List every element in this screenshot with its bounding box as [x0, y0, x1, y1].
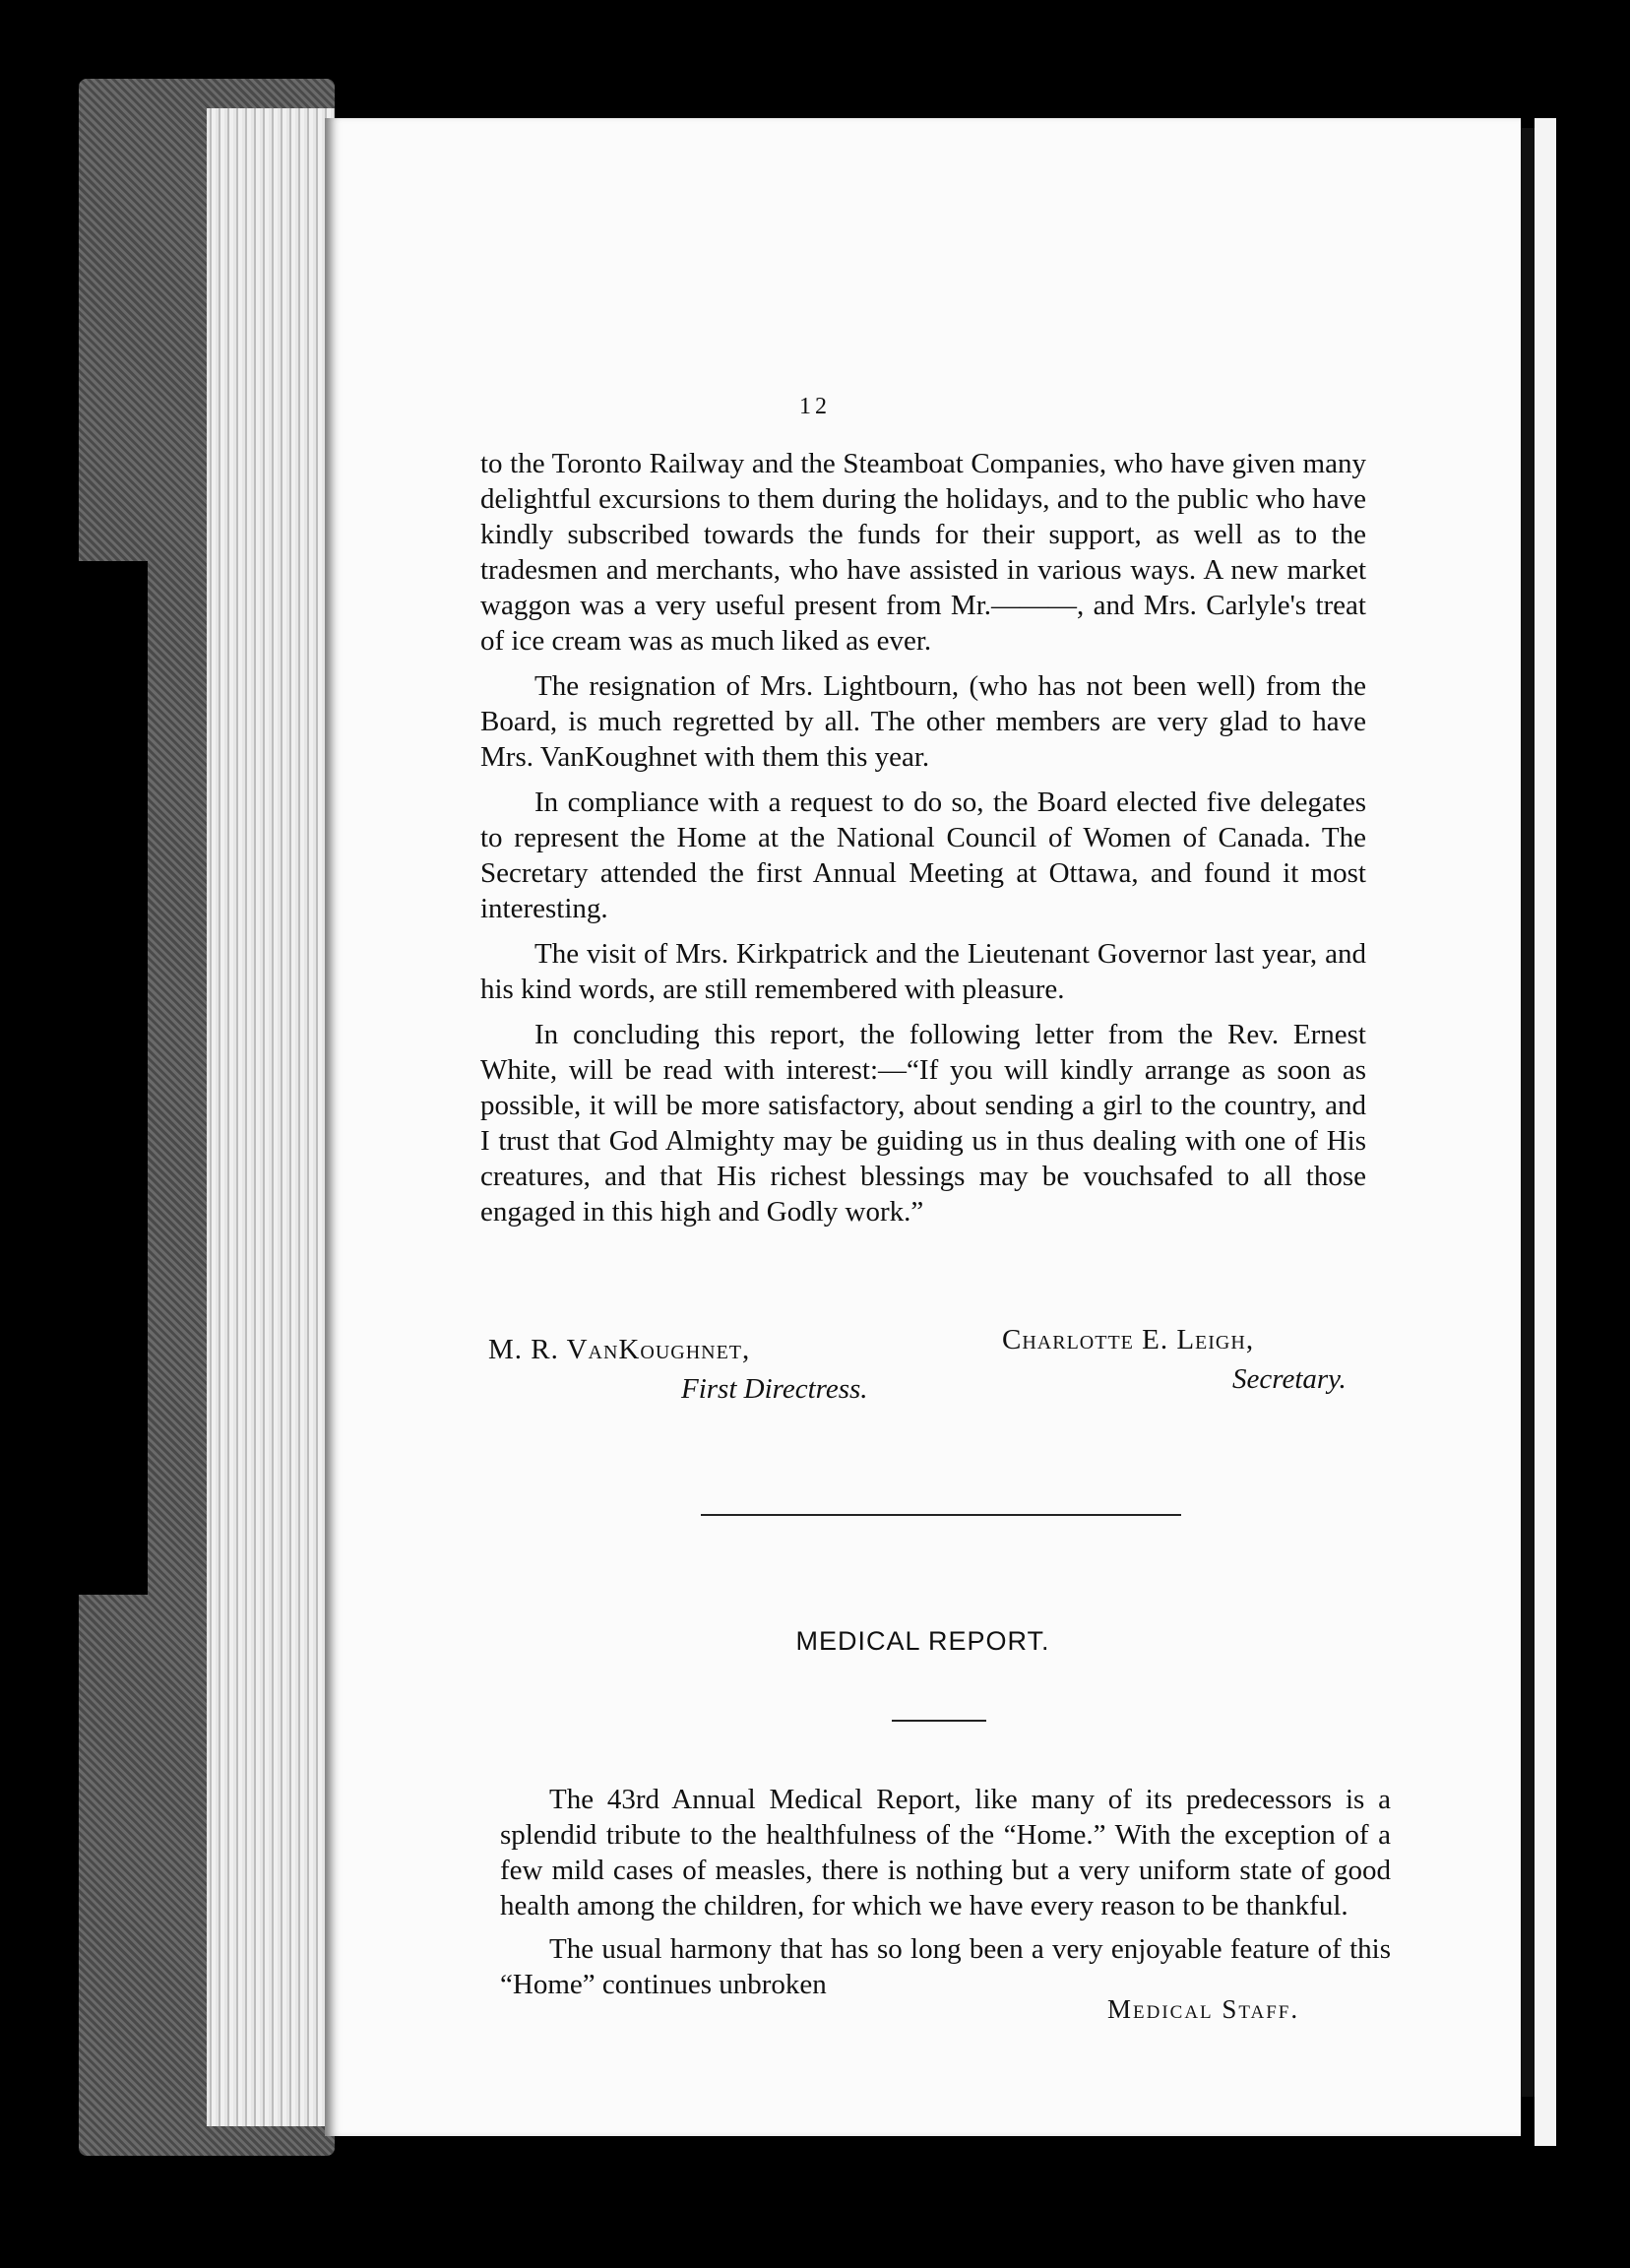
page-number: 12 — [799, 394, 831, 419]
report-paragraph: to the Toronto Railway and the Steamboat Companies, who have given many delightful excursions to them during the holidays, and to the public who have kindly subscribed towards the funds for their support, as well as to the tradesmen and merchants, who have assisted in various ways. A new market waggon was a very useful present from Mr.———, and Mrs. Carlyle's treat of ice cream was as much liked as ever. — [480, 448, 1366, 657]
binding-shadow — [79, 561, 148, 1595]
report-paragraph: The resignation of Mrs. Lightbourn, (who has not been well) from the Board, is much regretted by all. The other members are very glad to have Mrs. VanKoughnet with them this year. — [480, 670, 1366, 773]
secretary-title: Secretary. — [1232, 1363, 1347, 1395]
gutter-shadow — [1521, 128, 1535, 2097]
heading-rule — [892, 1720, 986, 1722]
report-body — [480, 446, 1366, 1229]
section-divider — [701, 1514, 1181, 1516]
report-paragraph: The visit of Mrs. Kirkpatrick and the Lieutenant Governor last year, and his kind words, are still remembered with pleasure. — [480, 938, 1366, 1005]
medical-report-heading: MEDICAL REPORT. — [795, 1626, 1050, 1656]
first-directress-name: M. R. VanKoughnet, — [488, 1334, 751, 1365]
first-directress-title: First Directress. — [681, 1373, 868, 1405]
report-paragraph: In compliance with a request to do so, the Board elected five delegates to represent the Home at the National Council of Women of Canada. The Secretary attended the first Annual Meeting at Ottawa, and found it most interesting. — [480, 787, 1366, 924]
medical-staff-signature: Medical Staff. — [1107, 1994, 1300, 2024]
report-paragraph: In concluding this report, the following letter from the Rev. Ernest White, will be read with interest:—“If you will kindly arrange as soon as possible, it will be more satisfactory, about sending a girl to the country, and I trust that God Almighty may be guiding us in thus dealing with one of His creatures, and that His richest blessings may be vouchsafed to all those engaged in this high and Godly work.” — [480, 1019, 1366, 1228]
medical-paragraph: The 43rd Annual Medical Report, like many of its predecessors is a splendid tribute to the healthfulness of the “Home.” With the exception of a few mild cases of measles, there is nothing but a very uniform state of good health among the children, for which we have every reason to be thankful. — [500, 1784, 1391, 1922]
medical-paragraph: The usual harmony that has so long been a very enjoyable feature of this “Home” continues unbroken — [500, 1933, 1391, 2000]
secretary-name: Charlotte E. Leigh, — [1002, 1324, 1255, 1355]
medical-report-body — [500, 1782, 1391, 2002]
facing-page-edge — [1535, 118, 1556, 2146]
